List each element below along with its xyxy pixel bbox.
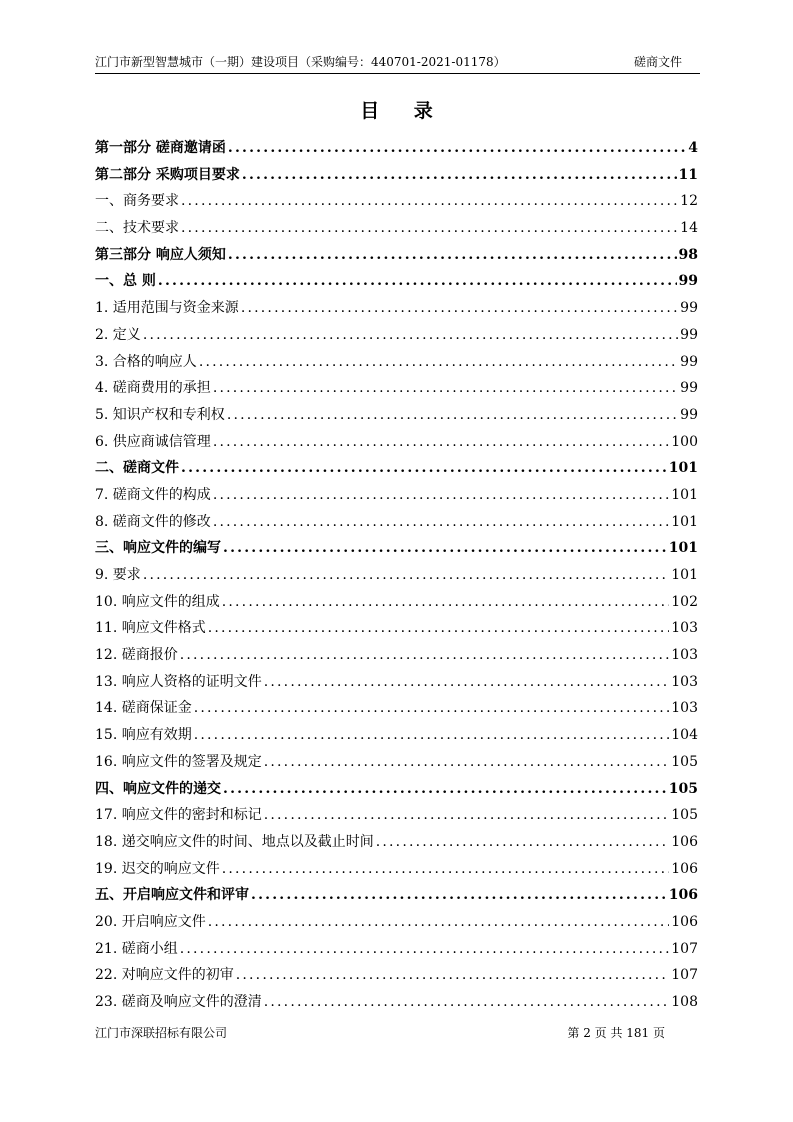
toc-dot-leader xyxy=(194,722,670,749)
toc-entry-page: 99 xyxy=(680,353,698,370)
toc-entry-page: 99 xyxy=(680,326,698,343)
toc-entry-label: 13. 响应人资格的证明文件 xyxy=(95,673,262,690)
header-project-title: 江门市新型智慧城市（一期）建设项目（采购编号：440701-2021-01178） xyxy=(95,55,506,69)
toc-entry-page: 103 xyxy=(671,620,698,637)
toc-entry[interactable] xyxy=(95,455,698,482)
toc-entry-label: 22. 对响应文件的初审 xyxy=(95,967,234,984)
footer-company: 江门市深联招标有限公司 xyxy=(95,1026,228,1040)
table-of-contents xyxy=(95,135,698,1016)
toc-entry-page: 12 xyxy=(680,193,698,210)
toc-entry-label: 第二部分 采购项目要求 xyxy=(95,166,240,183)
toc-entry-page: 101 xyxy=(668,540,698,557)
page-header xyxy=(95,54,700,74)
toc-entry-page: 105 xyxy=(671,753,698,770)
toc-dot-leader xyxy=(213,482,669,509)
toc-entry[interactable] xyxy=(95,402,698,429)
toc-entry[interactable] xyxy=(95,776,698,803)
toc-entry[interactable] xyxy=(95,936,698,963)
toc-entry-page: 99 xyxy=(678,273,698,290)
toc-entry-page: 103 xyxy=(671,700,698,717)
toc-entry-page: 102 xyxy=(671,593,698,610)
toc-dot-leader xyxy=(180,642,670,669)
toc-entry-label: 4. 磋商费用的承担 xyxy=(95,380,211,397)
toc-entry-label: 一、总 则 xyxy=(95,273,156,290)
header-doc-type: 磋商文件 xyxy=(633,55,682,69)
toc-entry[interactable] xyxy=(95,562,698,589)
toc-entry-label: 19. 迟交的响应文件 xyxy=(95,860,220,877)
toc-entry[interactable] xyxy=(95,722,698,749)
toc-entry-label: 三、响应文件的编写 xyxy=(95,540,221,557)
toc-entry-page: 4 xyxy=(688,140,698,156)
toc-dot-leader xyxy=(251,882,667,909)
toc-entry[interactable] xyxy=(95,509,698,536)
toc-entry[interactable] xyxy=(95,695,698,722)
toc-entry-label: 15. 响应有效期 xyxy=(95,727,192,744)
toc-entry[interactable] xyxy=(95,429,698,456)
toc-entry[interactable] xyxy=(95,322,698,349)
toc-entry-page: 104 xyxy=(671,727,698,744)
toc-entry[interactable] xyxy=(95,962,698,989)
page-title: 目 录 xyxy=(360,100,447,122)
toc-dot-leader xyxy=(242,162,677,189)
toc-entry-label: 20. 开启响应文件 xyxy=(95,913,206,930)
toc-dot-leader xyxy=(228,135,686,162)
toc-entry[interactable] xyxy=(95,615,698,642)
toc-dot-leader xyxy=(181,215,678,242)
toc-entry-label: 四、响应文件的递交 xyxy=(95,780,221,797)
toc-entry-page: 99 xyxy=(680,380,698,397)
page-footer xyxy=(95,1025,665,1041)
toc-entry-label: 第一部分 磋商邀请函 xyxy=(95,140,226,156)
toc-entry-page: 107 xyxy=(671,967,698,984)
toc-entry[interactable] xyxy=(95,215,698,242)
toc-entry[interactable] xyxy=(95,989,698,1016)
toc-entry-label: 23. 磋商及响应文件的澄清 xyxy=(95,994,262,1010)
toc-entry[interactable] xyxy=(95,242,698,269)
toc-dot-leader xyxy=(208,615,670,642)
toc-entry-page: 100 xyxy=(671,433,698,450)
toc-entry-page: 103 xyxy=(671,673,698,690)
toc-entry-label: 17. 响应文件的密封和标记 xyxy=(95,807,262,824)
toc-dot-leader xyxy=(181,188,678,215)
toc-dot-leader xyxy=(264,989,670,1016)
toc-entry[interactable] xyxy=(95,669,698,696)
toc-dot-leader xyxy=(227,402,678,429)
toc-entry-label: 10. 响应文件的组成 xyxy=(95,593,220,610)
toc-entry[interactable] xyxy=(95,375,698,402)
toc-dot-leader xyxy=(194,695,670,722)
toc-dot-leader xyxy=(264,669,670,696)
toc-dot-leader xyxy=(213,429,669,456)
toc-dot-leader xyxy=(223,776,667,803)
toc-dot-leader xyxy=(180,936,670,963)
toc-entry-page: 107 xyxy=(671,940,698,957)
toc-dot-leader xyxy=(228,242,677,269)
toc-entry[interactable] xyxy=(95,535,698,562)
toc-dot-leader xyxy=(213,509,669,536)
toc-entry-label: 5. 知识产权和专利权 xyxy=(95,406,225,423)
toc-entry[interactable] xyxy=(95,749,698,776)
toc-dot-leader xyxy=(264,802,670,829)
toc-entry-page: 103 xyxy=(671,647,698,664)
toc-dot-leader xyxy=(236,962,670,989)
toc-entry-page: 98 xyxy=(678,246,698,263)
toc-entry-page: 105 xyxy=(671,807,698,824)
toc-entry-page: 108 xyxy=(671,994,698,1010)
toc-entry-label: 二、技术要求 xyxy=(95,220,179,237)
toc-entry-page: 106 xyxy=(671,833,698,850)
toc-entry-page: 101 xyxy=(671,513,698,530)
toc-entry[interactable] xyxy=(95,188,698,215)
toc-entry-label: 11. 响应文件格式 xyxy=(95,620,206,637)
toc-dot-leader xyxy=(213,375,678,402)
toc-entry-label: 18. 递交响应文件的时间、地点以及截止时间 xyxy=(95,833,374,850)
toc-entry-label: 一、商务要求 xyxy=(95,193,179,210)
toc-entry-label: 12. 磋商报价 xyxy=(95,647,178,664)
toc-entry-label: 9. 要求 xyxy=(95,567,141,583)
toc-entry-label: 3. 合格的响应人 xyxy=(95,353,197,370)
toc-entry[interactable] xyxy=(95,135,698,162)
toc-entry[interactable] xyxy=(95,642,698,669)
toc-entry-label: 2. 定义 xyxy=(95,326,141,343)
toc-entry[interactable] xyxy=(95,162,698,189)
toc-entry[interactable] xyxy=(95,589,698,616)
toc-dot-leader xyxy=(264,749,670,776)
toc-dot-leader xyxy=(181,455,667,482)
toc-dot-leader xyxy=(199,349,678,376)
toc-entry-page: 11 xyxy=(678,166,698,183)
toc-entry-label: 第三部分 响应人须知 xyxy=(95,246,226,263)
toc-entry-page: 99 xyxy=(680,406,698,423)
toc-dot-leader xyxy=(208,909,670,936)
toc-entry-label: 21. 磋商小组 xyxy=(95,940,178,957)
toc-entry-label: 14. 磋商保证金 xyxy=(95,700,192,717)
toc-dot-leader xyxy=(143,322,678,349)
toc-entry[interactable] xyxy=(95,349,698,376)
toc-dot-leader xyxy=(143,562,669,589)
toc-entry-label: 1. 适用范围与资金来源 xyxy=(95,300,239,317)
toc-dot-leader xyxy=(376,829,670,856)
toc-entry-label: 五、开启响应文件和评审 xyxy=(95,887,249,904)
toc-entry-page: 101 xyxy=(671,567,698,583)
toc-entry[interactable] xyxy=(95,268,698,295)
toc-dot-leader xyxy=(223,535,667,562)
toc-entry-label: 6. 供应商诚信管理 xyxy=(95,433,211,450)
toc-dot-leader xyxy=(241,295,678,322)
toc-entry-page: 106 xyxy=(671,860,698,877)
toc-entry-page: 105 xyxy=(668,780,698,797)
toc-entry-page: 106 xyxy=(671,913,698,930)
toc-entry[interactable] xyxy=(95,482,698,509)
toc-entry-label: 7. 磋商文件的构成 xyxy=(95,486,211,503)
toc-entry[interactable] xyxy=(95,882,698,909)
toc-entry-label: 16. 响应文件的签署及规定 xyxy=(95,753,262,770)
footer-page-number: 第 2 页 共 181 页 xyxy=(567,1026,665,1040)
toc-entry-label: 8. 磋商文件的修改 xyxy=(95,513,211,530)
toc-entry-page: 14 xyxy=(680,220,698,237)
toc-entry[interactable] xyxy=(95,802,698,829)
toc-entry[interactable] xyxy=(95,295,698,322)
toc-entry-page: 101 xyxy=(671,486,698,503)
toc-entry[interactable] xyxy=(95,856,698,883)
toc-dot-leader xyxy=(222,856,670,883)
toc-dot-leader xyxy=(158,268,677,295)
toc-dot-leader xyxy=(222,589,670,616)
toc-entry-page: 99 xyxy=(680,300,698,317)
toc-entry-page: 101 xyxy=(668,460,698,477)
toc-entry-label: 二、磋商文件 xyxy=(95,460,179,477)
toc-entry[interactable] xyxy=(95,909,698,936)
toc-entry[interactable] xyxy=(95,829,698,856)
toc-entry-page: 106 xyxy=(668,887,698,904)
